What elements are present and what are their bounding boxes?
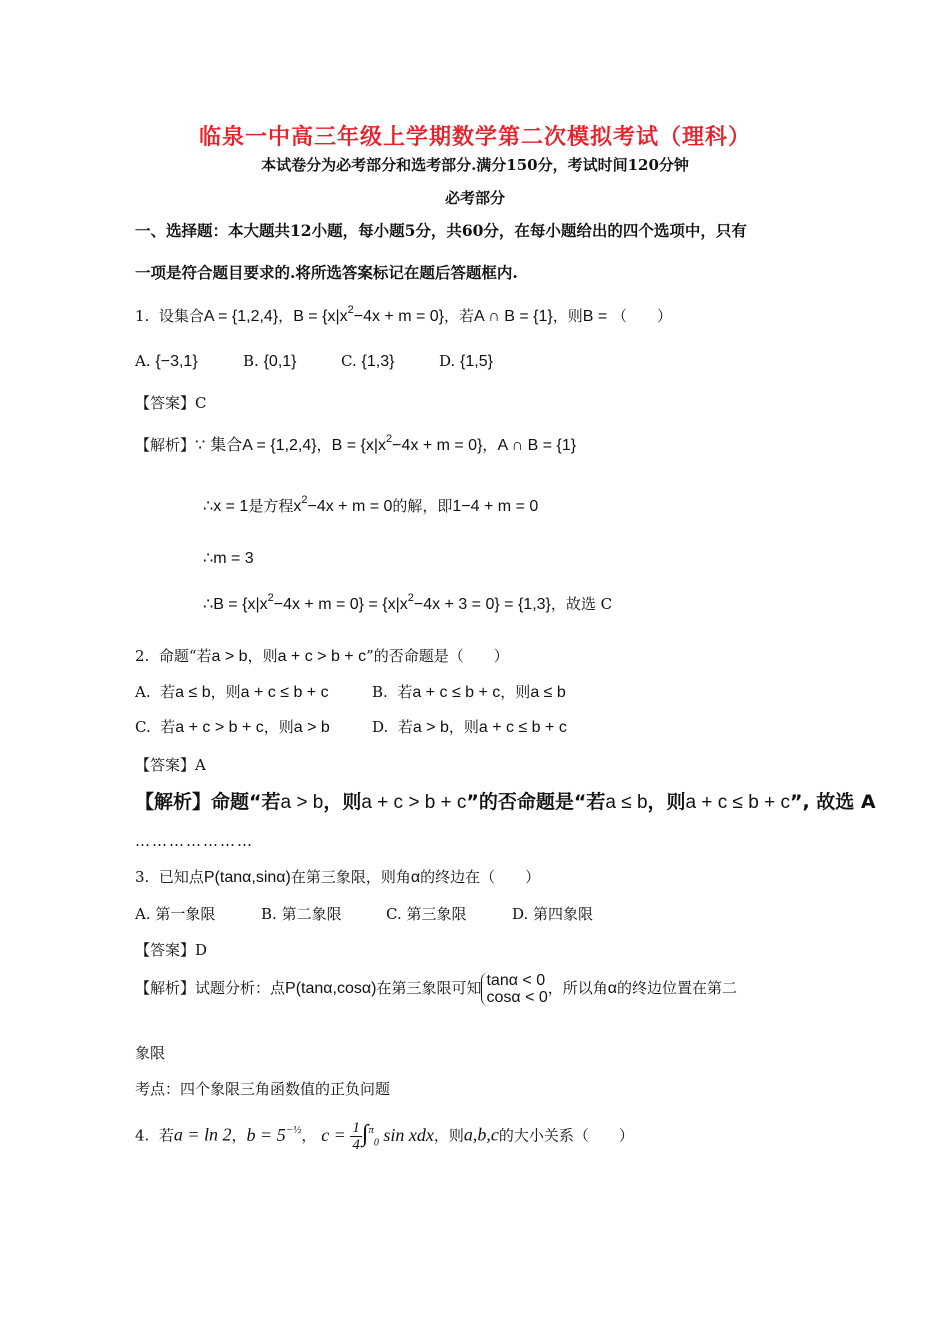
intersection: A ∩ B = {1} <box>497 437 577 454</box>
exponent: 2 <box>407 592 414 604</box>
q3-analysis-cont: 象限 <box>135 1044 166 1062</box>
text: ，则 <box>647 791 686 813</box>
text: 的终边在（ ） <box>420 868 541 886</box>
text: 若 <box>397 718 413 736</box>
text: ，则 <box>323 791 362 813</box>
b-definition <box>247 1125 302 1145</box>
q3-analysis <box>135 972 737 1006</box>
text: 试题分析：点 <box>195 979 286 997</box>
question-number: 1. <box>135 307 150 325</box>
math: a > b <box>280 792 324 813</box>
option-label: C. <box>386 905 402 923</box>
q2-answer: 【答案】A <box>135 756 206 774</box>
text: ，则 <box>210 683 241 701</box>
math: a ≤ b <box>605 792 648 813</box>
set-b <box>293 304 444 325</box>
option-a: 第一象限 <box>155 905 216 923</box>
point-p: P(tanα,sinα) <box>203 869 291 886</box>
text: ，则 <box>247 647 278 665</box>
m-value: m = 3 <box>213 550 254 567</box>
question-1 <box>135 304 672 326</box>
set-b-post: −4x + m = 0} <box>392 437 483 454</box>
eq-post: −4x + m = 0 <box>307 498 393 515</box>
conclusion: ，故选 C <box>550 595 613 613</box>
exponent: 2 <box>267 592 274 604</box>
question-4 <box>135 1120 634 1153</box>
text: ，则 <box>500 683 531 701</box>
math: a > b <box>293 719 330 736</box>
alpha: α <box>607 980 618 997</box>
comma: ， <box>316 436 332 454</box>
case-1: tanα < 0 <box>486 972 546 989</box>
option-d: 第四象限 <box>533 905 594 923</box>
math: a + c ≤ b + c <box>240 684 329 701</box>
q1-text: ，则 <box>552 307 583 325</box>
text: 命题“若 <box>158 647 212 665</box>
integral-upper: π <box>368 1123 374 1136</box>
integral-lower: 0 <box>373 1137 379 1149</box>
q1-analysis-line1 <box>135 432 576 455</box>
math: a > b <box>412 719 449 736</box>
q1-answer: 【答案】C <box>135 394 207 412</box>
text: ，则 <box>433 1126 464 1145</box>
q1-option-d <box>439 352 493 371</box>
option-label: B. <box>372 683 388 701</box>
q1-option-c <box>341 352 394 371</box>
q3-answer: 【答案】D <box>135 941 208 959</box>
q1-analysis-line3 <box>203 548 254 568</box>
q1-text: ，若 <box>444 307 475 325</box>
analysis-tag: 【解析】 <box>135 436 196 454</box>
dotted-separator: ………………… <box>135 832 254 850</box>
because-text: ∵ 集合 <box>195 435 243 454</box>
exponent: 2 <box>301 494 308 506</box>
point-p: P(tanα,cosα) <box>285 980 377 997</box>
q1-text: 设集合 <box>158 307 204 325</box>
set-b <box>331 433 483 454</box>
alpha: α <box>410 869 421 886</box>
text: ”的否命题是（ ） <box>366 647 509 665</box>
option-label: A. <box>135 352 151 370</box>
text: 的解，即 <box>392 497 453 515</box>
q1-analysis-line4 <box>203 592 612 614</box>
question-number: 4. <box>135 1126 150 1145</box>
fraction <box>350 1120 362 1153</box>
set-a: A = {1,2,4} <box>242 437 317 454</box>
therefore-symbol: ∴ <box>203 496 214 515</box>
analysis-tag: 【解析】 <box>135 791 212 813</box>
q1-options <box>135 352 198 371</box>
therefore-symbol: ∴ <box>203 548 214 567</box>
set-b-solution <box>213 592 551 613</box>
text: 若 <box>397 683 413 701</box>
math: a ≤ b <box>530 684 566 701</box>
text: 命题“若 <box>211 791 281 813</box>
text: ，则 <box>448 718 479 736</box>
option-label: A. <box>135 683 151 701</box>
case-2: cosα < 0 <box>486 989 548 1006</box>
answer-paren: （ ） <box>611 307 672 325</box>
therefore-symbol: ∴ <box>203 594 214 613</box>
text: 的终边位置在第二 <box>617 979 738 997</box>
intersection: A ∩ B = {1} <box>474 308 553 325</box>
q2-option-d <box>372 716 567 737</box>
b-base: b = 5 <box>246 1124 286 1145</box>
math: a + c ≤ b + c <box>412 684 501 701</box>
sol-pre: B = {x|x <box>213 596 268 613</box>
text: 若 <box>160 683 176 701</box>
sol-post: −4x + 3 = 0} = {1,3} <box>413 596 551 613</box>
option-a: {−3,1} <box>155 353 198 370</box>
text: ”, 故选 A <box>789 791 876 813</box>
q2-option-a <box>135 681 329 702</box>
q3-kaodian: 考点：四个象限三角函数值的正负问题 <box>135 1080 391 1098</box>
q1-option-b <box>243 352 297 371</box>
text: 在第三象限，则角 <box>290 868 411 886</box>
q1-sep: ， <box>278 307 294 325</box>
text: 的大小关系（ ） <box>498 1126 634 1145</box>
b-exponent: −½ <box>285 1123 302 1136</box>
x-value: x = 1 <box>213 498 249 515</box>
option-label: D. <box>512 905 529 923</box>
q2-option-c <box>135 716 330 737</box>
option-label: D. <box>439 352 456 370</box>
text: ，所以角 <box>547 979 608 997</box>
equation-2: 1−4 + m = 0 <box>452 498 539 515</box>
eq-pre: x <box>293 498 302 515</box>
set-b-pre: B = {x|x <box>293 308 348 325</box>
c-label: c = <box>321 1124 346 1145</box>
text: 已知点 <box>158 868 204 886</box>
a-definition: a = ln 2 <box>173 1124 232 1145</box>
numerator: 1 <box>352 1120 360 1136</box>
part1-heading-line2: 一项是符合题目要求的.将所选答案标记在题后答题框内. <box>135 263 518 282</box>
condition: a > b <box>211 648 248 665</box>
question-3 <box>135 866 540 887</box>
part1-heading-line1: 一、选择题：本大题共12小题，每小题5分，共60分，在每小题给出的四个选项中，只有 <box>135 221 747 240</box>
math: a ≤ b <box>175 684 211 701</box>
q3-option-c <box>386 903 467 924</box>
q3-option-a <box>135 903 215 924</box>
denominator: 4 <box>352 1137 360 1153</box>
option-b: 第二象限 <box>281 905 342 923</box>
b-equals: B = <box>582 308 608 325</box>
q1-analysis-line2 <box>203 494 538 516</box>
text: ”的否命题是“若 <box>466 791 606 813</box>
exam-title: 临泉一中高三年级上学期数学第二次模拟考试（理科） <box>198 124 751 150</box>
section-heading: 必考部分 <box>444 189 505 207</box>
comma: ， <box>301 1126 317 1145</box>
integrand: sin xdx <box>383 1124 434 1145</box>
math: a + c ≤ b + c <box>685 792 790 813</box>
comma: ， <box>231 1126 247 1145</box>
text: 是方程 <box>248 497 294 515</box>
option-c: 第三象限 <box>406 905 467 923</box>
option-label: C. <box>135 718 151 736</box>
option-label: B. <box>261 905 277 923</box>
question-number: 2. <box>135 647 150 665</box>
q2-analysis <box>135 787 876 814</box>
math: a + c ≤ b + c <box>478 719 567 736</box>
text: ，则 <box>263 718 294 736</box>
conclusion: a + c > b + c <box>277 648 367 665</box>
option-label: C. <box>341 352 357 370</box>
q2-option-b <box>372 681 566 702</box>
option-b: {0,1} <box>263 353 297 370</box>
analysis-tag: 【解析】 <box>135 979 196 997</box>
variables: a,b,c <box>463 1124 499 1145</box>
set-b-pre: B = {x|x <box>331 437 387 454</box>
comma: ， <box>482 436 498 454</box>
case-system <box>481 972 547 1006</box>
option-d: {1,5} <box>460 353 493 370</box>
option-label: A. <box>135 905 151 923</box>
option-c: {1,3} <box>361 353 395 370</box>
q3-option-d <box>512 903 593 924</box>
math: a + c > b + c <box>175 719 264 736</box>
integral-sign: ∫ <box>361 1120 369 1147</box>
set-a: A = {1,2,4} <box>203 308 279 325</box>
equation <box>293 494 393 515</box>
option-label: D. <box>372 718 389 736</box>
question-2 <box>135 645 509 666</box>
math: a + c > b + c <box>361 792 467 813</box>
exponent: 2 <box>347 304 354 316</box>
text: 若 <box>158 1126 174 1145</box>
text: 在第三象限可知 <box>376 979 482 997</box>
sol-mid: −4x + m = 0} = {x|x <box>273 596 408 613</box>
q3-option-b <box>261 903 342 924</box>
c-definition <box>321 1120 434 1153</box>
exponent: 2 <box>386 433 393 445</box>
text: 若 <box>160 718 176 736</box>
set-b-post: −4x + m = 0} <box>353 308 444 325</box>
question-number: 3. <box>135 868 150 886</box>
option-label: B. <box>243 352 259 370</box>
exam-subtitle: 本试卷分为必考部分和选考部分.满分150分，考试时间120分钟 <box>261 156 689 174</box>
